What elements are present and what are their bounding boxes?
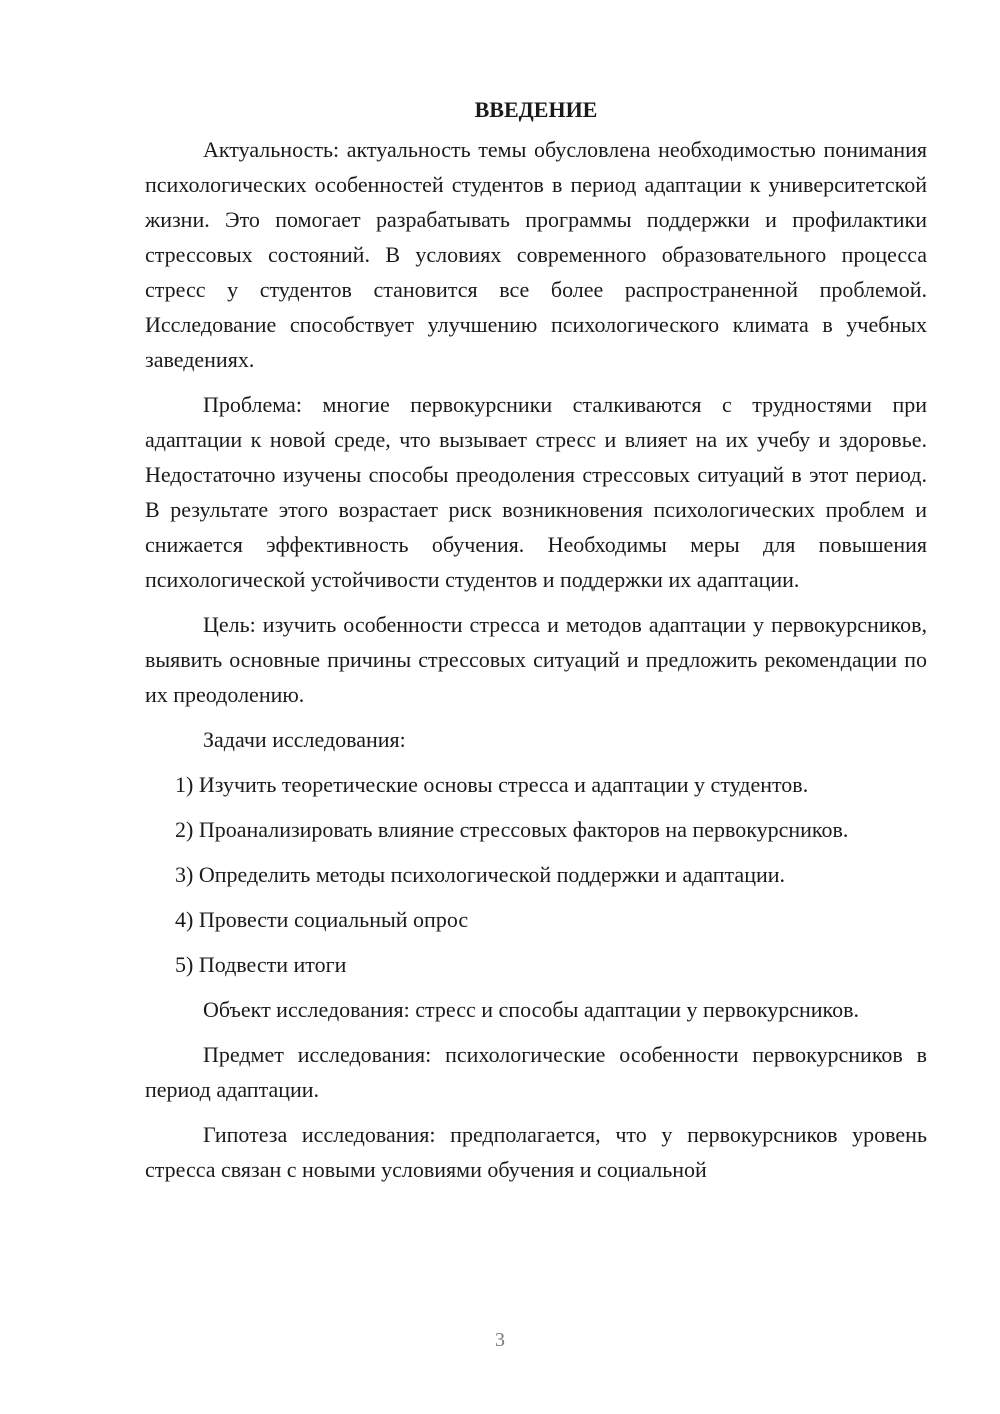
task-item-4: 4) Провести социальный опрос <box>175 907 469 932</box>
goal-paragraph: Цель: изучить особенности стресса и методов адаптации у первокурсников, выявить основные причины стрессовых ситуаций и предложить рекомендации по их преодолению. <box>145 612 927 707</box>
task-item-1: 1) Изучить теоретические основы стресса и адаптации у студентов. <box>175 772 809 797</box>
relevance-paragraph: Актуальность: актуальность темы обусловлена необходимостью понимания психологических особенностей студентов в период адаптации к университетской жизни. Это помогает разрабатывать программы поддержки и профилактики стрессовых состояний. В условиях современного образовательного процесса стресс у студентов становится все более распространенной проблемой. Исследование способствует улучшению психологического климата в учебных заведениях. <box>145 137 927 372</box>
task-item-5: 5) Подвести итоги <box>175 952 347 977</box>
tasks-title: Задачи исследования: <box>203 727 406 752</box>
page-number: 3 <box>495 1329 505 1351</box>
document-page <box>145 88 927 1197</box>
section-heading: ВВЕДЕНИЕ <box>474 97 598 122</box>
task-item-3: 3) Определить методы психологической поддержки и адаптации. <box>175 862 786 887</box>
hypothesis-paragraph: Гипотеза исследования: предполагается, что у первокурсников уровень стресса связан с новыми условиями обучения и социальной <box>145 1122 927 1182</box>
task-item-2: 2) Проанализировать влияние стрессовых факторов на первокурсников. <box>175 817 849 842</box>
subject-paragraph: Предмет исследования: психологические особенности первокурсников в период адаптации. <box>145 1042 927 1102</box>
object-paragraph: Объект исследования: стресс и способы адаптации у первокурсников. <box>203 997 859 1022</box>
problem-paragraph: Проблема: многие первокурсники сталкиваются с трудностями при адаптации к новой среде, что вызывает стресс и влияет на их учебу и здоровье. Недостаточно изучены способы преодоления стрессовых ситуаций в этот период. В результате этого возрастает риск возникновения психологических проблем и снижается эффективность обучения. Необходимы меры для повышения психологической устойчивости студентов и поддержки их адаптации. <box>145 392 927 592</box>
